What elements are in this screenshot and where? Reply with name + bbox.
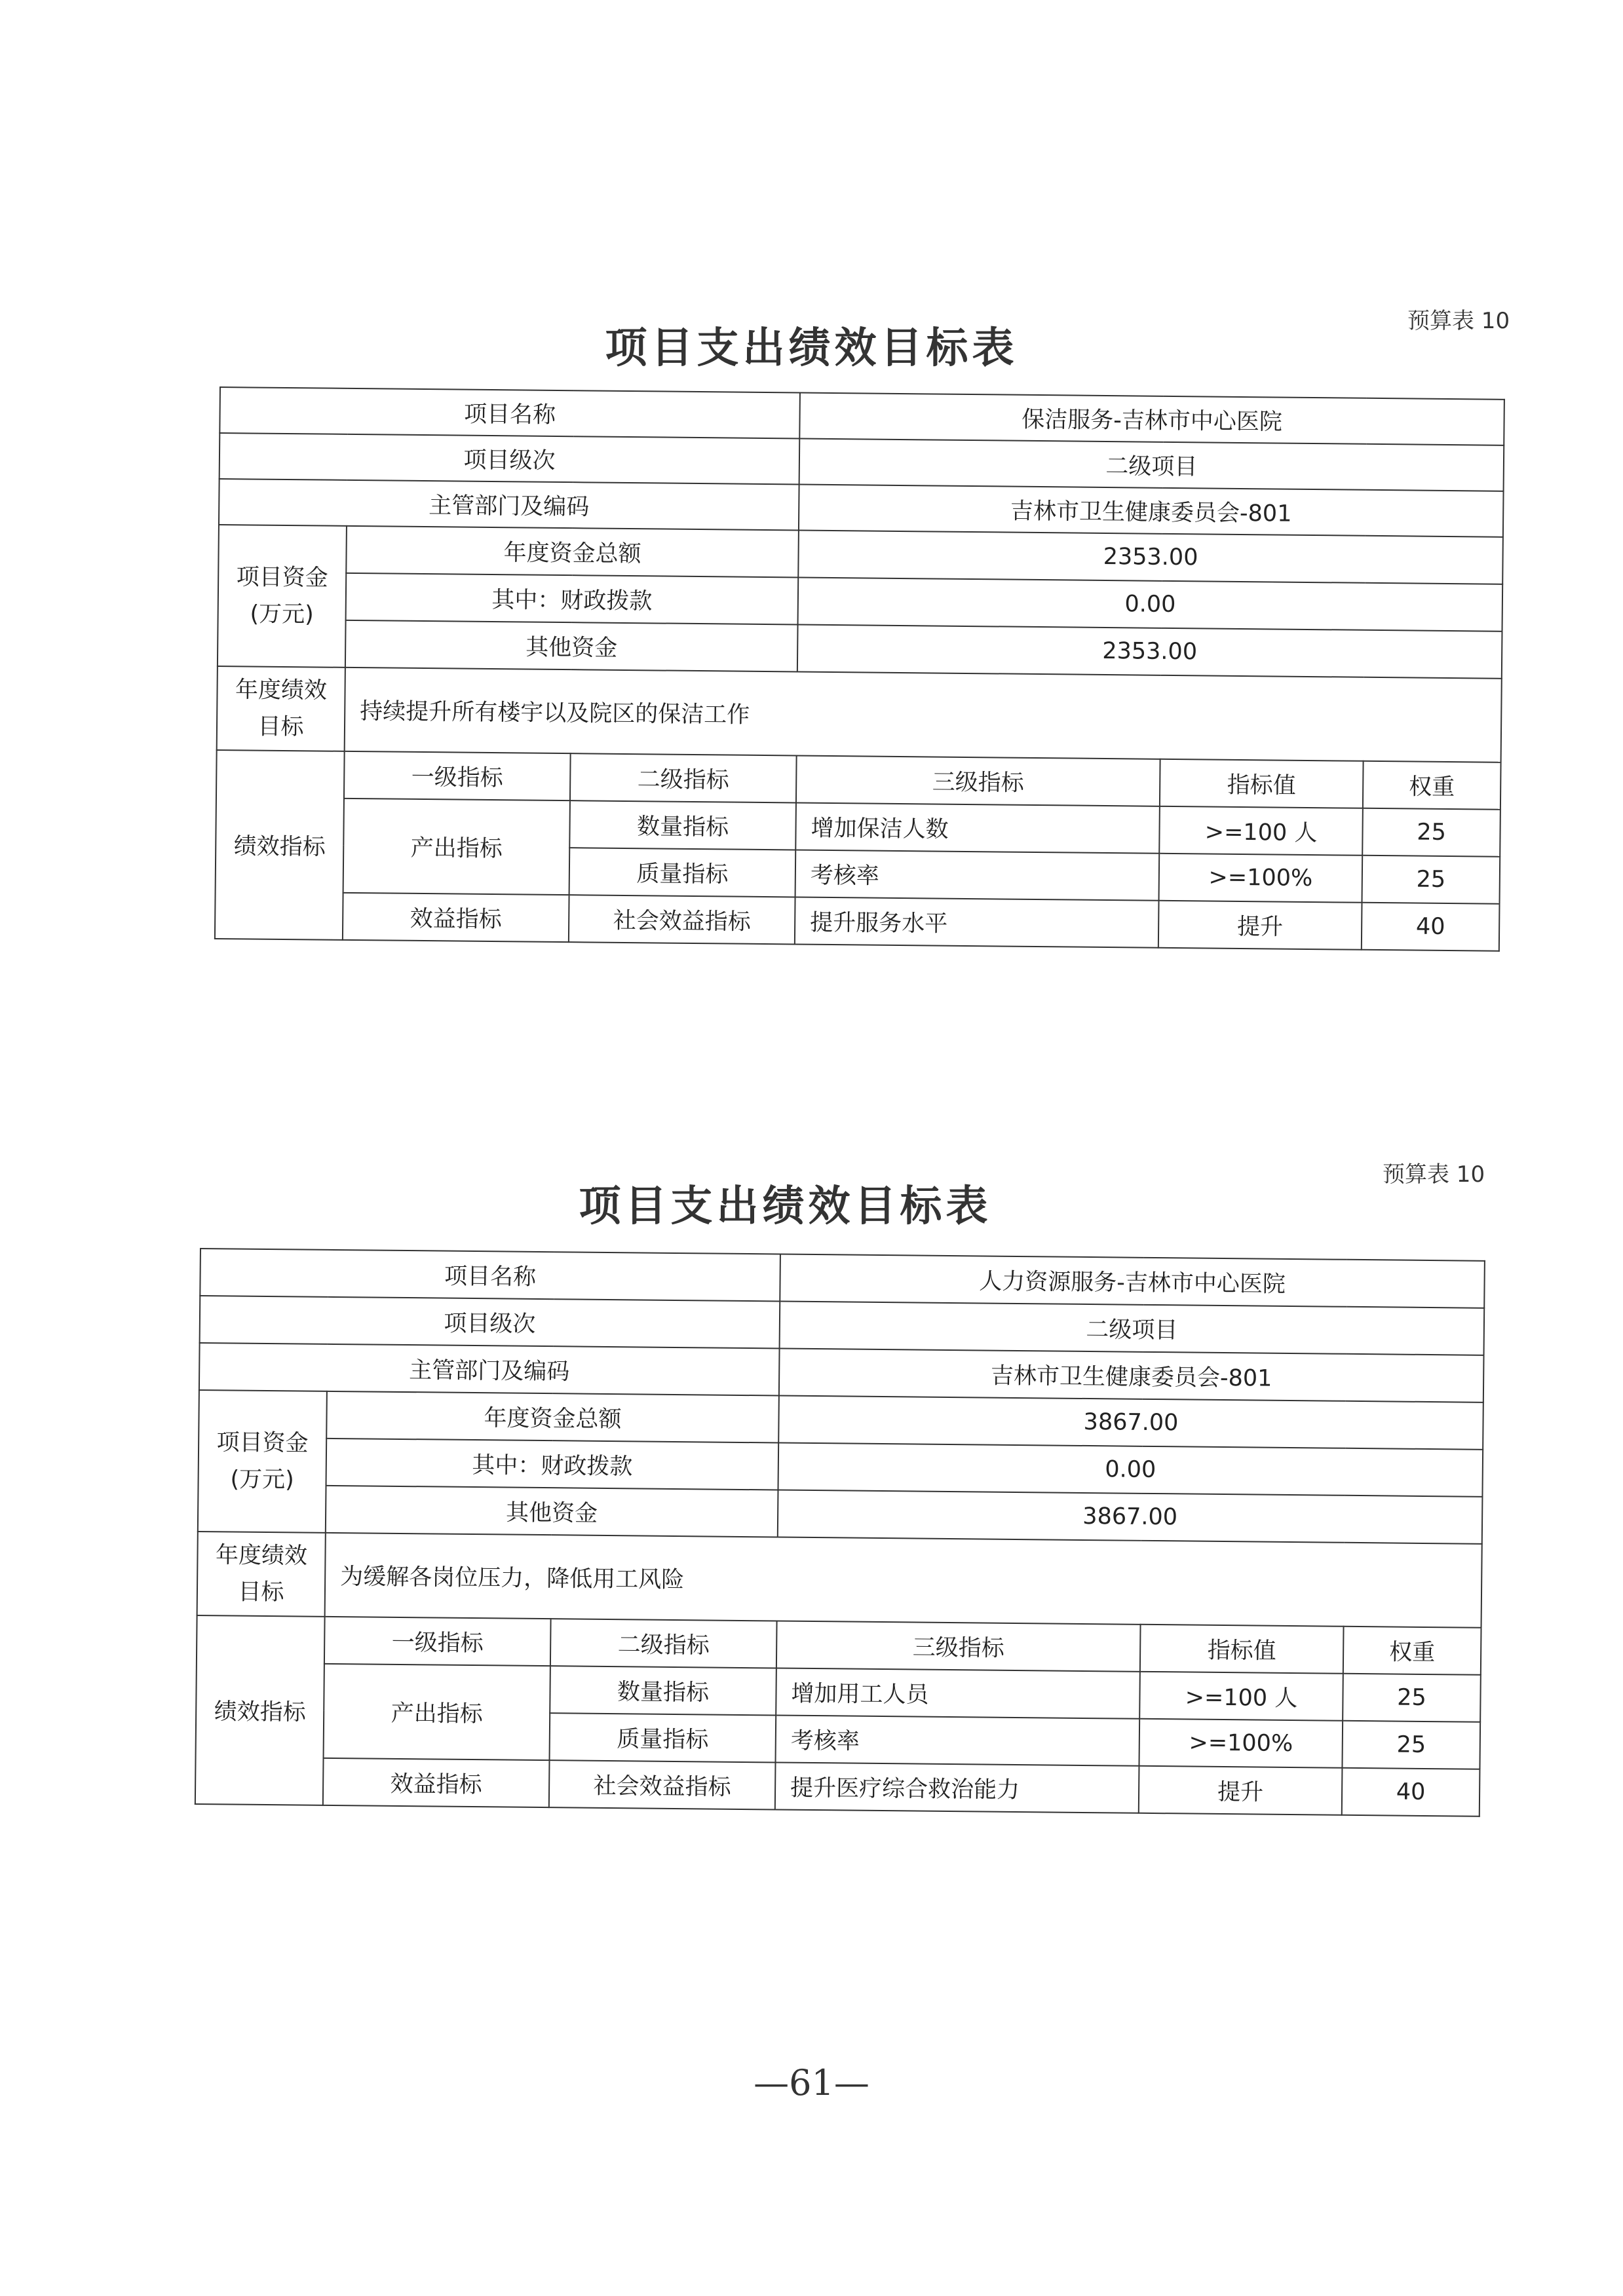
cell-level-2: 社会效益指标 (549, 1760, 776, 1809)
cell-value: 提升 (1139, 1766, 1343, 1815)
label-other: 其他资金 (326, 1486, 778, 1537)
label-other: 其他资金 (345, 620, 798, 672)
value-project-name: 人力资源服务-吉林市中心医院 (780, 1254, 1485, 1308)
cell-level-1: 产出指标 (343, 799, 570, 895)
value-annual-total: 2353.00 (798, 530, 1503, 584)
performance-table (214, 386, 1505, 952)
cell-level-3: 提升医疗综合救治能力 (775, 1762, 1139, 1813)
cell-weight: 40 (1362, 903, 1500, 951)
cell-level-3: 增加保洁人数 (795, 802, 1160, 853)
form-title: 项目支出绩效目标表 (605, 324, 1018, 373)
form-tag: 预算表 10 (1383, 1161, 1485, 1188)
value-project-level: 二级项目 (780, 1302, 1485, 1355)
label-funds: 项目资金 (万元) (198, 1390, 327, 1533)
cell-level-3: 增加用工人员 (776, 1668, 1140, 1718)
value-fiscal: 0.00 (798, 577, 1503, 631)
label-project-name: 项目名称 (220, 387, 800, 438)
cell-weight: 25 (1342, 1721, 1480, 1769)
cell-level-3: 考核率 (776, 1715, 1140, 1765)
cell-level-2: 数量指标 (569, 800, 796, 850)
header-value: 指标值 (1160, 759, 1364, 808)
value-department: 吉林市卫生健康委员会-801 (799, 484, 1504, 536)
label-project-level: 项目级次 (220, 433, 800, 484)
value-department: 吉林市卫生健康委员会-801 (779, 1348, 1484, 1402)
cell-level-3: 考核率 (795, 850, 1160, 900)
cell-weight: 25 (1343, 1674, 1481, 1722)
cell-level-2: 质量指标 (550, 1713, 776, 1762)
header-level-3: 三级指标 (796, 755, 1160, 806)
header-weight: 权重 (1343, 1627, 1481, 1675)
value-annual-goal: 为缓解各岗位压力，降低用工风险 (325, 1533, 1482, 1628)
header-level-1: 一级指标 (344, 751, 571, 800)
value-other: 3867.00 (778, 1490, 1483, 1543)
cell-value: >=100% (1139, 1719, 1343, 1768)
value-fiscal: 0.00 (778, 1442, 1483, 1496)
value-project-name: 保洁服务-吉林市中心医院 (799, 393, 1504, 445)
cell-value: >=100 人 (1159, 806, 1363, 856)
label-department: 主管部门及编码 (219, 479, 799, 530)
header-level-1: 一级指标 (324, 1617, 551, 1666)
header-level-2: 二级指标 (570, 753, 797, 802)
label-annual-total: 年度资金总额 (346, 526, 799, 578)
label-project-name: 项目名称 (200, 1249, 780, 1301)
label-annual-goal: 年度绩效 目标 (217, 666, 345, 751)
cell-value: >=100% (1159, 854, 1363, 903)
cell-level-3: 提升服务水平 (795, 897, 1159, 947)
cell-weight: 25 (1362, 808, 1500, 857)
label-fiscal: 其中：财政拨款 (326, 1439, 779, 1490)
label-annual-goal: 年度绩效 目标 (197, 1532, 326, 1617)
cell-level-1: 效益指标 (343, 893, 569, 942)
label-project-level: 项目级次 (200, 1296, 780, 1348)
cell-level-2: 社会效益指标 (569, 895, 795, 944)
label-funds: 项目资金 (万元) (218, 525, 347, 668)
cell-level-2: 质量指标 (569, 848, 796, 897)
form-tag: 预算表 10 (1407, 308, 1510, 334)
header-level-3: 三级指标 (776, 1621, 1141, 1671)
cell-level-1: 效益指标 (323, 1758, 550, 1807)
cell-level-2: 数量指标 (550, 1666, 776, 1715)
form-title: 项目支出绩效目标表 (579, 1182, 992, 1231)
cell-value: >=100 人 (1139, 1672, 1343, 1721)
header-level-2: 二级指标 (550, 1619, 777, 1668)
label-fiscal: 其中：财政拨款 (346, 573, 799, 625)
label-indicators: 绩效指标 (195, 1615, 325, 1805)
label-annual-total: 年度资金总额 (326, 1391, 779, 1443)
value-annual-goal: 持续提升所有楼宇以及院区的保洁工作 (345, 668, 1502, 762)
cell-weight: 25 (1362, 856, 1500, 904)
value-annual-total: 3867.00 (778, 1395, 1483, 1449)
performance-table (195, 1248, 1485, 1817)
header-value: 指标值 (1140, 1625, 1344, 1674)
label-indicators: 绩效指标 (215, 750, 345, 940)
value-other: 2353.00 (797, 624, 1502, 678)
cell-value: 提升 (1158, 901, 1362, 950)
cell-level-1: 产出指标 (324, 1664, 550, 1760)
header-weight: 权重 (1363, 761, 1501, 810)
value-project-level: 二级项目 (799, 439, 1504, 491)
cell-weight: 40 (1342, 1768, 1480, 1816)
page-number: —61— (754, 2062, 869, 2103)
label-department: 主管部门及编码 (199, 1343, 780, 1395)
